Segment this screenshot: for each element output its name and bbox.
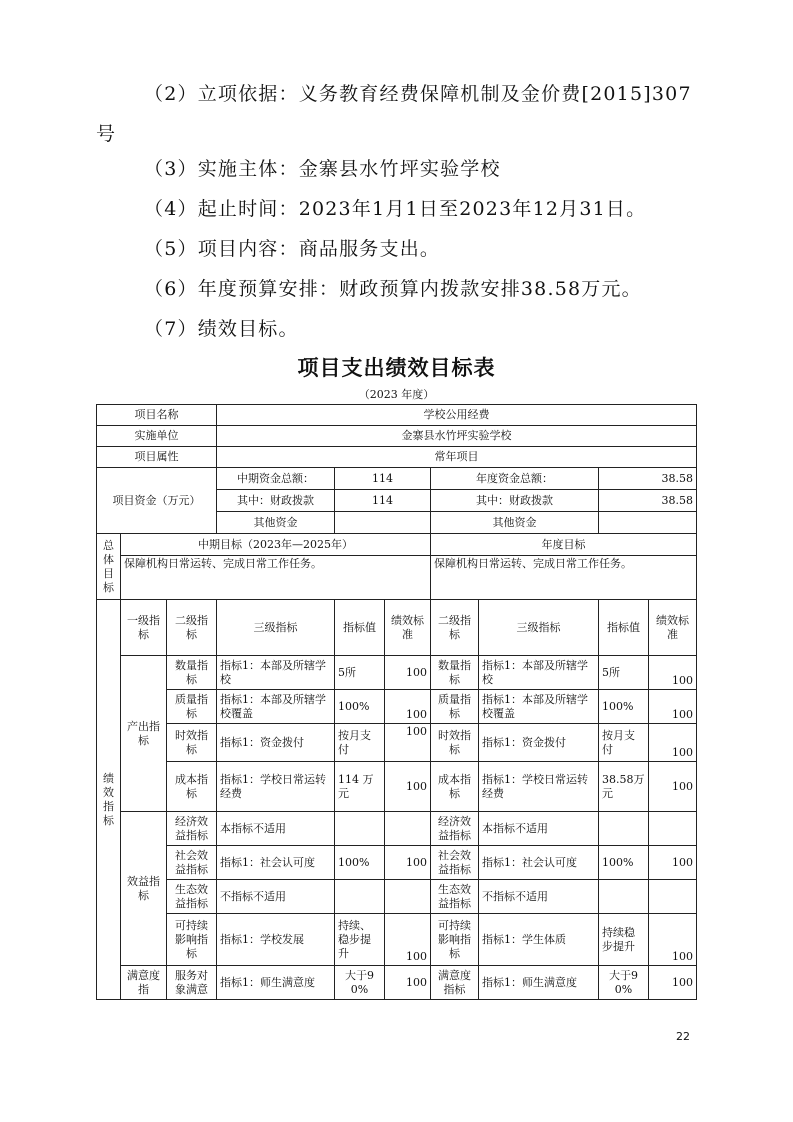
header-level3-year: 三级指标	[479, 600, 599, 656]
paragraph-content: （5）项目内容：商品服务支出。	[144, 238, 441, 260]
cell-standard: 100	[385, 762, 431, 812]
header-value-year: 指标值	[599, 600, 649, 656]
cell-l3-year: 指标1：师生满意度	[479, 966, 599, 1000]
cell-l2: 服务对象满意	[167, 966, 217, 1000]
paragraph-entity: （3）实施主体：金寨县水竹坪实验学校	[144, 158, 501, 180]
table-row	[97, 656, 697, 690]
cell-l2: 数量指标	[167, 656, 217, 690]
cell-l3-year: 本指标不适用	[479, 812, 599, 846]
cell-value: 按月支付	[335, 724, 385, 762]
cell-value: 持续、稳步提升	[335, 914, 385, 966]
cell-l2: 成本指标	[167, 762, 217, 812]
overall-goals-label: 总体目标	[97, 534, 121, 600]
cell-l2: 时效指标	[167, 724, 217, 762]
page-number: 22	[676, 1030, 690, 1043]
cell-value-year: 38.58万元	[599, 762, 649, 812]
cell-standard: 100	[385, 966, 431, 1000]
group-benefit-label: 效益指标	[121, 812, 167, 966]
cell-l3: 指标1：本部及所辖学校覆盖	[217, 690, 335, 724]
table-row	[97, 447, 697, 468]
cell-standard-year	[649, 880, 697, 914]
unit-value: 金寨县水竹坪实验学校	[217, 426, 697, 447]
cell-l2-year: 可持续影响指标	[431, 914, 479, 966]
table-row	[97, 468, 697, 490]
table-row	[97, 880, 697, 914]
table-row	[97, 724, 697, 762]
cell-l2-year: 生态效益指标	[431, 880, 479, 914]
cell-l2: 可持续影响指标	[167, 914, 217, 966]
cell-l3-year: 指标1：本部及所辖学校覆盖	[479, 690, 599, 724]
cell-l2: 社会效益指标	[167, 846, 217, 880]
cell-l3: 不指标不适用	[217, 880, 335, 914]
table-row	[97, 966, 697, 1000]
cell-value-year: 大于90%	[599, 966, 649, 1000]
attr-value: 常年项目	[217, 447, 697, 468]
cell-standard-year: 100	[649, 966, 697, 1000]
cell-l2-year: 质量指标	[431, 690, 479, 724]
group-output-label: 产出指标	[121, 656, 167, 812]
mid-other-label: 其他资金	[217, 512, 335, 534]
year-total-label: 年度资金总额：	[431, 468, 599, 490]
cell-standard: 100	[385, 914, 431, 966]
funds-label: 项目资金（万元）	[97, 468, 217, 534]
cell-value	[335, 880, 385, 914]
cell-value: 100%	[335, 846, 385, 880]
cell-standard: 100	[385, 846, 431, 880]
cell-standard: 100	[385, 724, 431, 762]
table-row	[97, 846, 697, 880]
cell-standard-year: 100	[649, 724, 697, 762]
cell-l2-year: 时效指标	[431, 724, 479, 762]
cell-standard-year: 100	[649, 656, 697, 690]
cell-l2-year: 经济效益指标	[431, 812, 479, 846]
cell-l3: 指标1：学校日常运转经费	[217, 762, 335, 812]
cell-l3-year: 指标1：社会认可度	[479, 846, 599, 880]
indicators-label: 绩效指标	[97, 600, 121, 1000]
performance-table	[96, 404, 697, 1000]
project-name-label: 项目名称	[97, 405, 217, 426]
unit-label: 实施单位	[97, 426, 217, 447]
group-satisfaction-label: 满意度指	[121, 966, 167, 1000]
cell-l3-year: 不指标不适用	[479, 880, 599, 914]
table-row	[97, 914, 697, 966]
cell-standard-year: 100	[649, 914, 697, 966]
mid-total-label: 中期资金总额：	[217, 468, 335, 490]
cell-l2: 生态效益指标	[167, 880, 217, 914]
cell-l2: 经济效益指标	[167, 812, 217, 846]
cell-l3: 本指标不适用	[217, 812, 335, 846]
project-name-value: 学校公用经费	[217, 405, 697, 426]
year-fiscal-label: 其中：财政拨款	[431, 490, 599, 512]
table-row	[97, 690, 697, 724]
cell-standard-year: 100	[649, 762, 697, 812]
cell-value-year	[599, 880, 649, 914]
header-level2: 二级指标	[167, 600, 217, 656]
cell-l3-year: 指标1：学校日常运转经费	[479, 762, 599, 812]
header-level1: 一级指标	[121, 600, 167, 656]
table-row	[97, 426, 697, 447]
cell-l2-year: 社会效益指标	[431, 846, 479, 880]
table-row	[97, 534, 697, 556]
cell-l2-year: 数量指标	[431, 656, 479, 690]
cell-standard	[385, 812, 431, 846]
cell-l2-year: 满意度指标	[431, 966, 479, 1000]
mid-goal-header: 中期目标（2023年—2025年）	[121, 534, 431, 556]
cell-l3: 指标1：资金拨付	[217, 724, 335, 762]
cell-l3-year: 指标1：资金拨付	[479, 724, 599, 762]
mid-goal-text: 保障机构日常运转、完成日常工作任务。	[121, 556, 431, 600]
cell-l3: 指标1：本部及所辖学校	[217, 656, 335, 690]
header-standard: 绩效标准	[385, 600, 431, 656]
table-row	[97, 812, 697, 846]
table-year: （2023 年度）	[358, 388, 435, 401]
paragraph-basis: （2）立项依据：义务教育经费保障机制及金价费[2015]307号	[96, 83, 692, 145]
cell-standard: 100	[385, 656, 431, 690]
attr-label: 项目属性	[97, 447, 217, 468]
year-total-value: 38.58	[599, 468, 697, 490]
year-goal-text: 保障机构日常运转、完成日常工作任务。	[431, 556, 697, 600]
cell-value: 114 万元	[335, 762, 385, 812]
cell-value-year: 100%	[599, 846, 649, 880]
table-row	[97, 600, 697, 656]
paragraph-goals: （7）绩效目标。	[144, 318, 299, 340]
cell-standard	[385, 880, 431, 914]
cell-standard: 100	[385, 690, 431, 724]
mid-fiscal-value: 114	[335, 490, 431, 512]
header-level3: 三级指标	[217, 600, 335, 656]
header-value: 指标值	[335, 600, 385, 656]
table-row	[97, 762, 697, 812]
cell-value-year: 按月支付	[599, 724, 649, 762]
table-title: 项目支出绩效目标表	[297, 356, 496, 380]
cell-value-year: 100%	[599, 690, 649, 724]
cell-value: 大于90%	[335, 966, 385, 1000]
cell-l2: 质量指标	[167, 690, 217, 724]
cell-value: 100%	[335, 690, 385, 724]
cell-l3: 指标1：师生满意度	[217, 966, 335, 1000]
cell-standard-year: 100	[649, 690, 697, 724]
year-fiscal-value: 38.58	[599, 490, 697, 512]
paragraph-budget: （6）年度预算安排：财政预算内拨款安排38.58万元。	[144, 278, 642, 300]
mid-fiscal-label: 其中：财政拨款	[217, 490, 335, 512]
cell-value: 5所	[335, 656, 385, 690]
cell-l3: 指标1：学校发展	[217, 914, 335, 966]
cell-value-year: 持续稳步提升	[599, 914, 649, 966]
cell-l3-year: 指标1：学生体质	[479, 914, 599, 966]
cell-standard-year	[649, 812, 697, 846]
cell-value	[335, 812, 385, 846]
table-row	[97, 556, 697, 600]
year-other-label: 其他资金	[431, 512, 599, 534]
cell-standard-year: 100	[649, 846, 697, 880]
cell-l3: 指标1：社会认可度	[217, 846, 335, 880]
header-level2-year: 二级指标	[431, 600, 479, 656]
header-standard-year: 绩效标准	[649, 600, 697, 656]
mid-total-value: 114	[335, 468, 431, 490]
cell-l3-year: 指标1：本部及所辖学校	[479, 656, 599, 690]
paragraph-period: （4）起止时间：2023年1月1日至2023年12月31日。	[144, 198, 647, 220]
year-goal-header: 年度目标	[431, 534, 697, 556]
cell-l2-year: 成本指标	[431, 762, 479, 812]
table-row	[97, 405, 697, 426]
cell-value-year: 5所	[599, 656, 649, 690]
cell-value-year	[599, 812, 649, 846]
